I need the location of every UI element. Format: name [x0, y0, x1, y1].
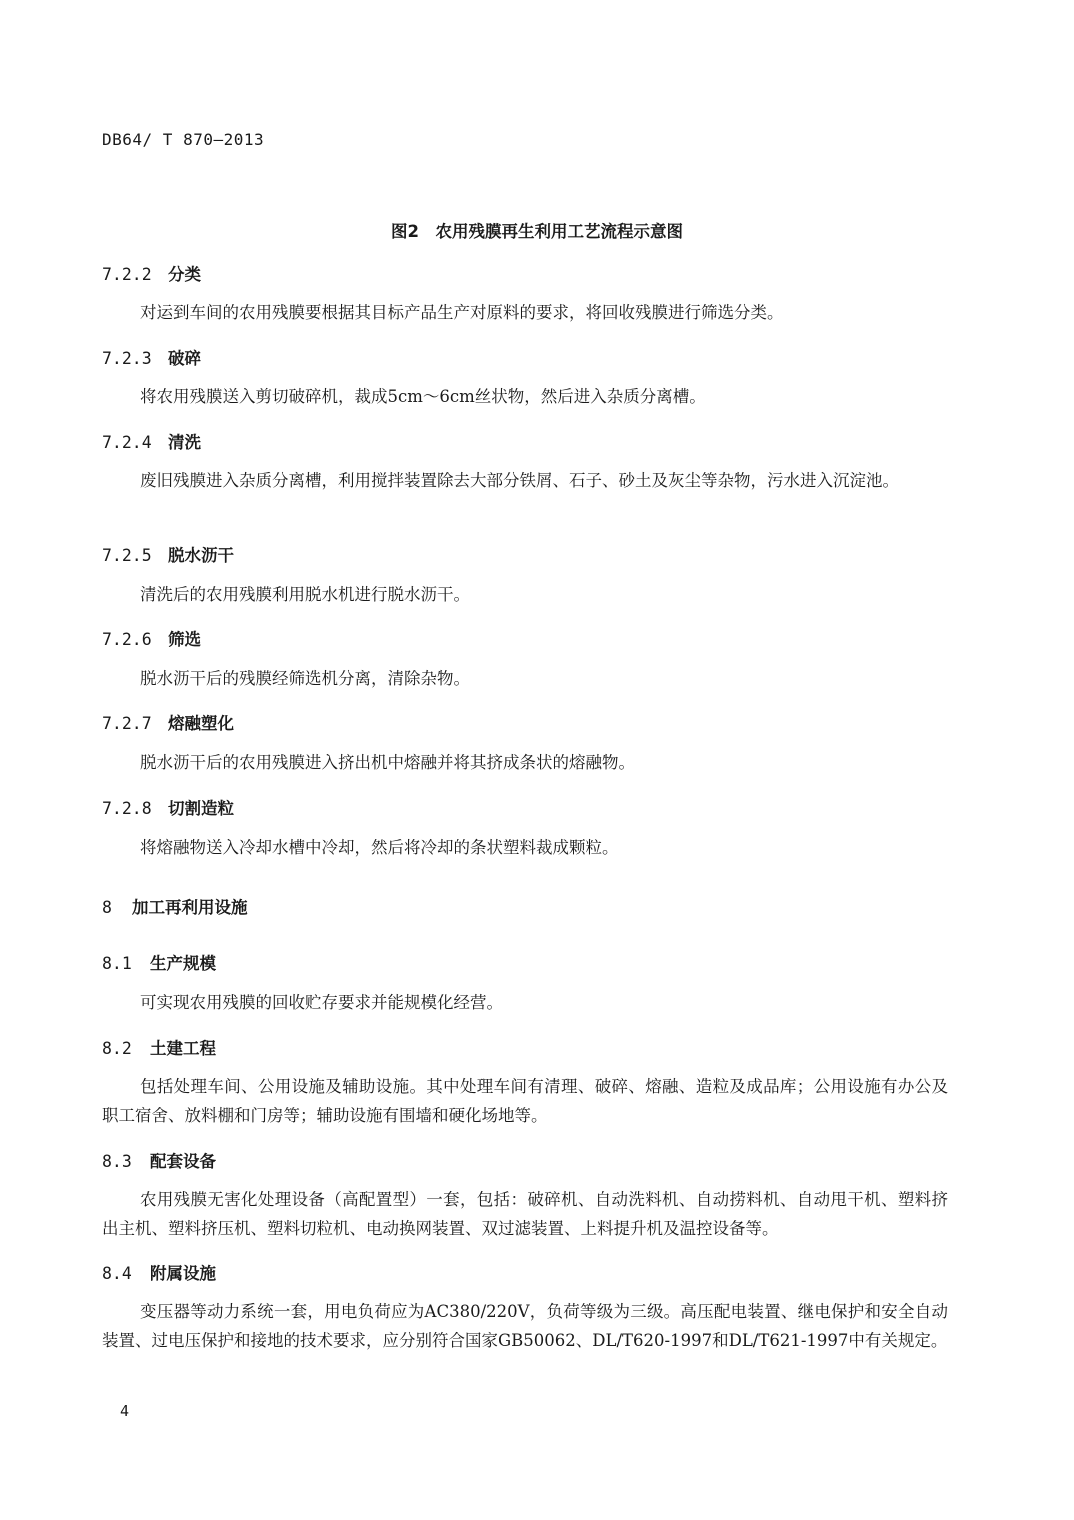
- section-title: 清洗: [168, 433, 201, 452]
- heading-7-2-3: [102, 345, 201, 369]
- section-title: 土建工程: [150, 1039, 216, 1058]
- section-title: 熔融塑化: [168, 714, 234, 733]
- section-title: 筛选: [168, 630, 201, 649]
- section-number: 7.2.8: [102, 799, 152, 818]
- heading-8-2: [102, 1035, 216, 1059]
- section-number: 8.2: [102, 1039, 132, 1058]
- section-number: 8.4: [102, 1264, 132, 1283]
- section-title: 加工再利用设施: [132, 898, 248, 917]
- section-number: 7.2.3: [102, 349, 152, 368]
- section-number: 8.3: [102, 1152, 132, 1171]
- heading-8-4: [102, 1260, 216, 1284]
- paragraph-7-2-4: 废旧残膜进入杂质分离槽，利用搅拌装置除去大部分铁屑、石子、砂土及灰尘等杂物，污水进入沉淀池。: [140, 471, 899, 490]
- page-number: 4: [120, 1402, 130, 1420]
- heading-7-2-6: [102, 626, 201, 650]
- section-number: 7.2.4: [102, 433, 152, 452]
- section-title: 生产规模: [150, 954, 216, 973]
- paragraph-8-3: 农用残膜无害化处理设备（高配置型）一套，包括：破碎机、自动洗料机、自动捞料机、自动甩干机、塑料挤出主机、塑料挤压机、塑料切粒机、电动换网装置、双过滤装置、上料提升机及温控设备等。: [102, 1190, 948, 1238]
- heading-7-2-7: [102, 710, 234, 734]
- paragraph-8-1: 可实现农用残膜的回收贮存要求并能规模化经营。: [140, 993, 503, 1012]
- paragraph-8-4: 变压器等动力系统一套，用电负荷应为AC380/220V，负荷等级为三级。高压配电装置、继电保护和安全自动装置、过电压保护和接地的技术要求，应分别符合国家GB50062、DL/T620-1997和DL/T621-1997中有关规定。: [102, 1302, 948, 1350]
- section-title: 脱水沥干: [168, 546, 234, 565]
- paragraph-7-2-5: 清洗后的农用残膜利用脱水机进行脱水沥干。: [140, 585, 470, 604]
- heading-8-3: [102, 1148, 216, 1172]
- section-number: 7.2.6: [102, 630, 152, 649]
- heading-8: [102, 894, 248, 918]
- section-title: 配套设备: [150, 1152, 216, 1171]
- paragraph-7-2-3: 将农用残膜送入剪切破碎机，裁成5cm～6cm丝状物，然后进入杂质分离槽。: [140, 387, 706, 406]
- paragraph-7-2-6: 脱水沥干后的残膜经筛选机分离，清除杂物。: [140, 669, 470, 688]
- heading-7-2-4: [102, 429, 201, 453]
- section-title: 分类: [168, 265, 201, 284]
- section-number: 8: [102, 898, 112, 917]
- paragraph-7-2-7: 脱水沥干后的农用残膜进入挤出机中熔融并将其挤成条状的熔融物。: [140, 753, 635, 772]
- paragraph-8-2: 包括处理车间、公用设施及辅助设施。其中处理车间有清理、破碎、熔融、造粒及成品库；公用设施有办公及职工宿舍、放料棚和门房等；辅助设施有围墙和硬化场地等。: [102, 1077, 948, 1125]
- heading-8-1: [102, 950, 216, 974]
- section-number: 8.1: [102, 954, 132, 973]
- heading-7-2-2: [102, 261, 201, 285]
- section-number: 7.2.5: [102, 546, 152, 565]
- doc-code-header: DB64/ T 870—2013: [102, 130, 265, 149]
- paragraph-7-2-2: 对运到车间的农用残膜要根据其目标产品生产对原料的要求，将回收残膜进行筛选分类。: [140, 303, 784, 322]
- section-title: 附属设施: [150, 1264, 216, 1283]
- section-title: 破碎: [168, 349, 201, 368]
- paragraph-7-2-8: 将熔融物送入冷却水槽中冷却，然后将冷却的条状塑料裁成颗粒。: [140, 838, 619, 857]
- section-number: 7.2.2: [102, 265, 152, 284]
- section-title: 切割造粒: [168, 799, 234, 818]
- figure-caption: 图2 农用残膜再生利用工艺流程示意图: [391, 222, 683, 241]
- heading-7-2-8: [102, 795, 234, 819]
- section-number: 7.2.7: [102, 714, 152, 733]
- heading-7-2-5: [102, 542, 234, 566]
